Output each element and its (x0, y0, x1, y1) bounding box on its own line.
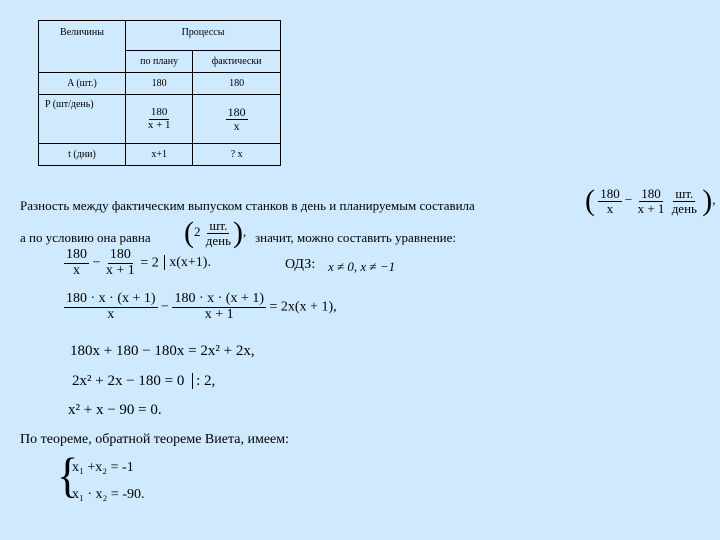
fraction: $\frac{180}{x + 1}$ (147, 106, 171, 131)
odz-label: ОДЗ: (285, 257, 316, 272)
cell-actual: ? x (193, 143, 281, 165)
text-difference: Разность между фактическим выпуском станков в день и планируемым составила (20, 198, 475, 213)
table-row (39, 143, 281, 165)
table-row (39, 73, 281, 95)
header-quantity: Величины (39, 21, 126, 73)
data-table (38, 20, 281, 166)
header-plan: по плану (126, 51, 193, 73)
text-equation-intro: значит, можно составить уравнение: (255, 230, 456, 245)
odz-condition: x ≠ 0, x ≠ −1 (328, 259, 396, 274)
unit-fraction: $\frac{шт.}{\text{день}}$ (205, 217, 232, 248)
line-expand: 180x + 180 − 180x = 2x² + 2x, (70, 343, 255, 359)
expr-condition: (2 $\frac{шт.}{\text{день}}$ ), (184, 216, 247, 249)
fraction: $\frac{180 \cdot x \cdot (x + 1)}{x + 1}$ (174, 291, 264, 322)
header-processes: Процессы (126, 21, 281, 51)
system-eq-sum: x₁ +x₂ = -1 (72, 460, 134, 475)
row-label: t (дни) (39, 143, 126, 165)
fraction: $\frac{180}{x}$ (600, 185, 620, 216)
header-actual: фактически (193, 51, 281, 73)
equation-2: $\frac{180 \cdot x \cdot (x + 1)}{x}$ − $\frac{180 \cdot x \cdot (x + 1)}{x + 1}$ = 2x(x + 1), (66, 291, 337, 322)
unit-fraction: $\frac{шт.}{\text{день}}$ (671, 185, 697, 216)
cell-actual (193, 95, 281, 143)
equation-1: $\frac{180}{x}$ − $\frac{180}{x + 1}$ = 2 x(x+1). (66, 247, 211, 278)
row-label: A (шт.) (39, 73, 126, 95)
fraction: $\frac{180}{x + 1}$ (637, 185, 665, 216)
table-row (39, 95, 281, 143)
cell-actual: 180 (193, 73, 281, 95)
cell-plan: x+1 (126, 143, 193, 165)
fraction: $\frac{180}{x}$ (227, 105, 246, 133)
system-eq-product: x₁ · x₂ = -90. (72, 487, 145, 502)
row-label: P (шт/день) (39, 95, 126, 143)
fraction: $\frac{180}{x}$ (66, 247, 87, 278)
cell-plan: 180 (126, 73, 193, 95)
fraction: $\frac{180}{x + 1}$ (105, 247, 135, 278)
line-quadratic: 2x² + 2x − 180 = 0 : 2, (72, 373, 216, 389)
line-reduced: x² + x − 90 = 0. (68, 402, 162, 418)
text-vieta: По теореме, обратной теореме Виета, имеем: (20, 432, 290, 447)
system-brace: { (57, 448, 79, 503)
text-condition: а по условию она равна (20, 230, 151, 245)
cell-plan (126, 95, 193, 143)
fraction: $\frac{180 \cdot x \cdot (x + 1)}{x}$ (66, 291, 156, 322)
expr-difference: ( $\frac{180}{x}$ − $\frac{180}{x + 1}$ $\frac{шт.}{\text{день}}$ ), (585, 184, 716, 217)
